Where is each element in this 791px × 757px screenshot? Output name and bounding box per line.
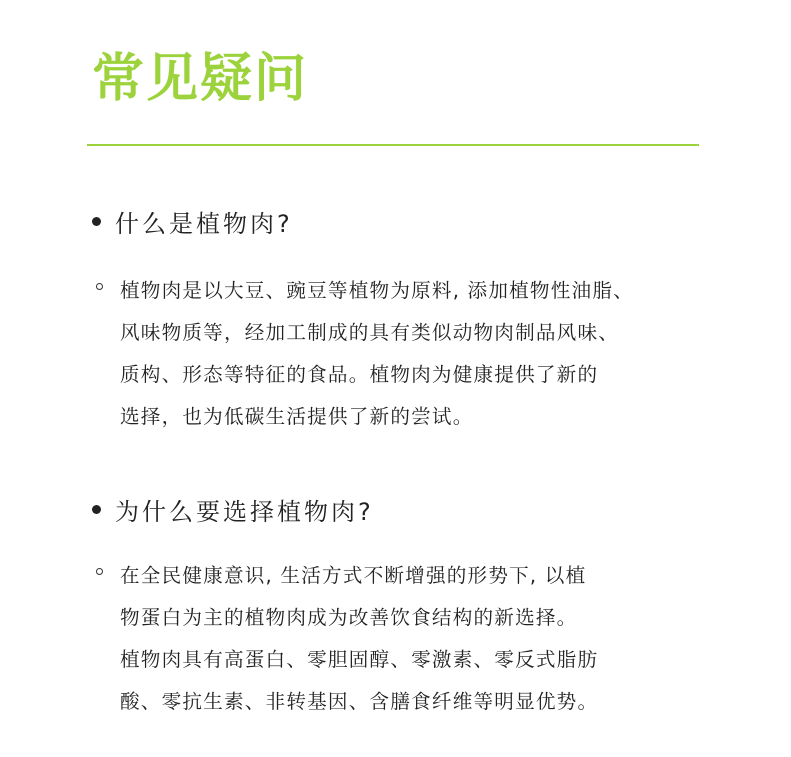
faq-question-1 <box>92 201 293 241</box>
bullet-dot-icon <box>92 505 101 514</box>
answer-line: 在全民健康意识, 生活方式不断增强的形势下, 以植 <box>120 564 587 587</box>
faq-question-2 <box>92 489 374 529</box>
answer-line: 质构、形态等特征的食品。植物肉为健康提供了新的 <box>120 363 599 386</box>
bullet-ring-icon <box>96 568 103 575</box>
answer-line: 植物肉是以大豆、豌豆等植物为原料, 添加植物性油脂、 <box>120 279 634 302</box>
bullet-ring-icon <box>96 283 103 290</box>
faq-question-text: 为什么要选择植物肉? <box>115 497 374 526</box>
answer-line: 物蛋白为主的植物肉成为改善饮食结构的新选择。 <box>120 606 578 629</box>
faq-question-text: 什么是植物肉? <box>115 209 293 238</box>
faq-answer-text <box>120 555 706 723</box>
faq-answer-text <box>120 270 706 438</box>
answer-line: 风味物质等，经加工制成的具有类似动物肉制品风味、 <box>120 321 620 344</box>
page-title: 常见疑问 <box>92 49 309 109</box>
answer-line: 植物肉具有高蛋白、零胆固醇、零激素、零反式脂肪 <box>120 648 599 671</box>
bullet-dot-icon <box>92 217 101 226</box>
answer-line: 酸、零抗生素、非转基因、含膳食纤维等明显优势。 <box>120 690 599 713</box>
answer-line: 选择，也为低碳生活提供了新的尝试。 <box>120 405 474 428</box>
title-divider <box>87 144 699 146</box>
